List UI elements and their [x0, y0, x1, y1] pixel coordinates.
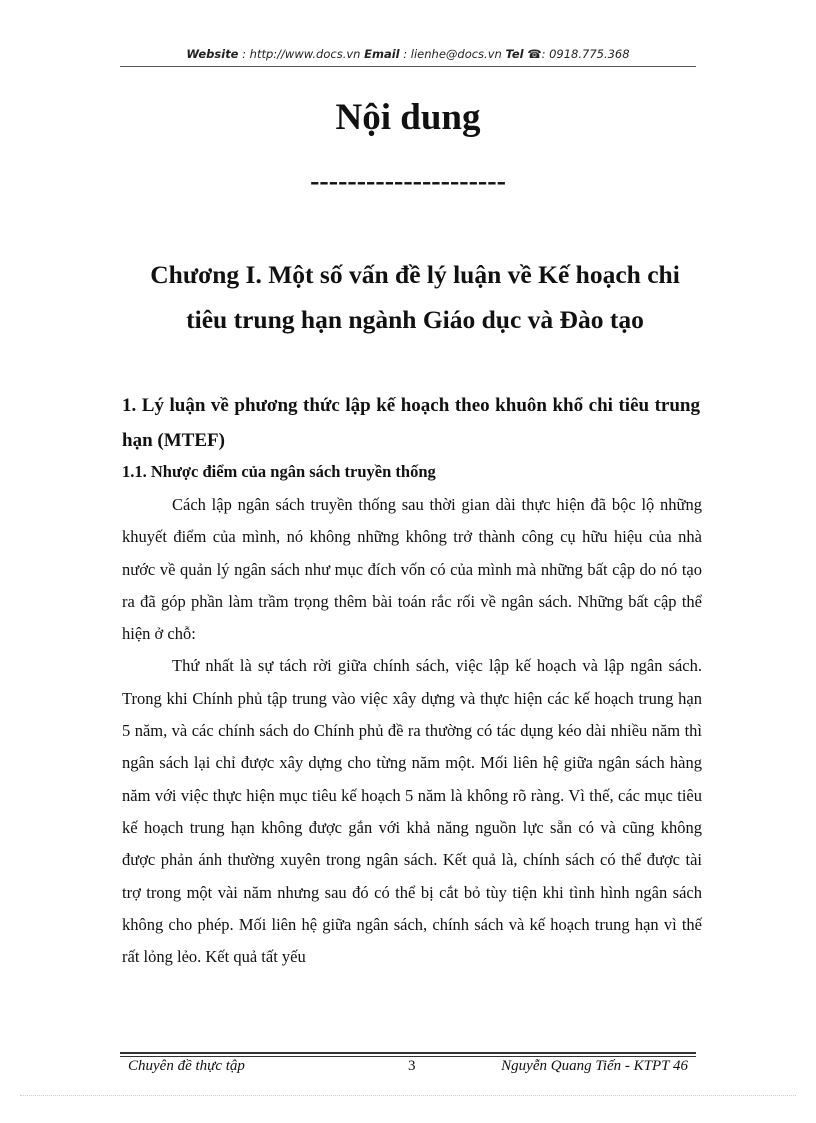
page-title: Nội dung	[335, 97, 481, 138]
tel-value: : 0918.775.368	[541, 47, 630, 61]
chapter-line-2: tiêu trung hạn ngành Giáo dục và Đào tạo	[186, 305, 644, 334]
subsection-heading: 1.1. Nhược điểm của ngân sách truyền thống	[122, 462, 436, 481]
paragraph-1: Cách lập ngân sách truyền thống sau thời gian dài thực hiện đã bộc lộ những khuyết điểm của mình, nó không những không trở thành công cụ hữu hiệu của nhà nước về quản lý ngân sách như mục đích vốn có của mình mà những bất cập do nó tạo ra đã góp phần làm trầm trọng thêm bài toán rắc rối về ngân sách. Những bất cập thể hiện ở chỗ:	[122, 495, 702, 644]
email-value: : lienhe@docs.vn	[403, 47, 502, 61]
page-number: 3	[408, 1058, 416, 1074]
website-label: Website	[186, 47, 239, 61]
chapter-heading	[100, 252, 730, 342]
phone-icon: ☎	[527, 47, 542, 61]
section-heading: 1. Lý luận về phương thức lập kế hoạch theo khuôn khổ chi tiêu trung hạn (MTEF)	[122, 395, 700, 451]
page-footer	[128, 1058, 688, 1080]
tel-label: Tel	[505, 47, 524, 61]
footer-author: Nguyễn Quang Tiến - KTPT 46	[501, 1058, 688, 1074]
header-rule	[120, 66, 696, 67]
page-header	[120, 47, 696, 61]
page-bottom-border	[20, 1095, 796, 1096]
website-value: : http://www.docs.vn	[242, 47, 361, 61]
body-text	[122, 489, 702, 973]
paragraph-2: Thứ nhất là sự tách rời giữa chính sách, việc lập kế hoạch và lập ngân sách. Trong khi Chính phủ tập trung vào việc xây dựng và thực hiện các kế hoạch trung hạn 5 năm, và các chính sách do Chính phủ đề ra thường có tác dụng kéo dài nhiều năm thì ngân sách lại chỉ được xây dựng cho từng năm một. Mối liên hệ giữa ngân sách hàng năm với việc thực hiện mục tiêu kế hoạch 5 năm là không rõ ràng. Vì thế, các mục tiêu kế hoạch trung hạn không được gắn với khả năng nguồn lực sẵn có và cũng không được phản ánh thường xuyên trong ngân sách. Kết quả là, chính sách có thể được tài trợ trong một vài năm nhưng sau đó có thể bị cắt bỏ tùy tiện khi tình hình ngân sách không cho phép. Mối liên hệ giữa ngân sách, chính sách và kế hoạch trung hạn vì thế rất lỏng lẻo. Kết quả tất yếu	[122, 656, 702, 967]
title-divider: ---------------------	[310, 166, 506, 197]
footer-report-type: Chuyên đề thực tập	[128, 1058, 245, 1074]
chapter-line-1: Chương I. Một số vấn đề lý luận về Kế hoạch chi	[150, 260, 680, 289]
footer-rule	[120, 1052, 696, 1054]
email-label: Email	[364, 47, 400, 61]
footer-rule-thin	[120, 1056, 696, 1057]
